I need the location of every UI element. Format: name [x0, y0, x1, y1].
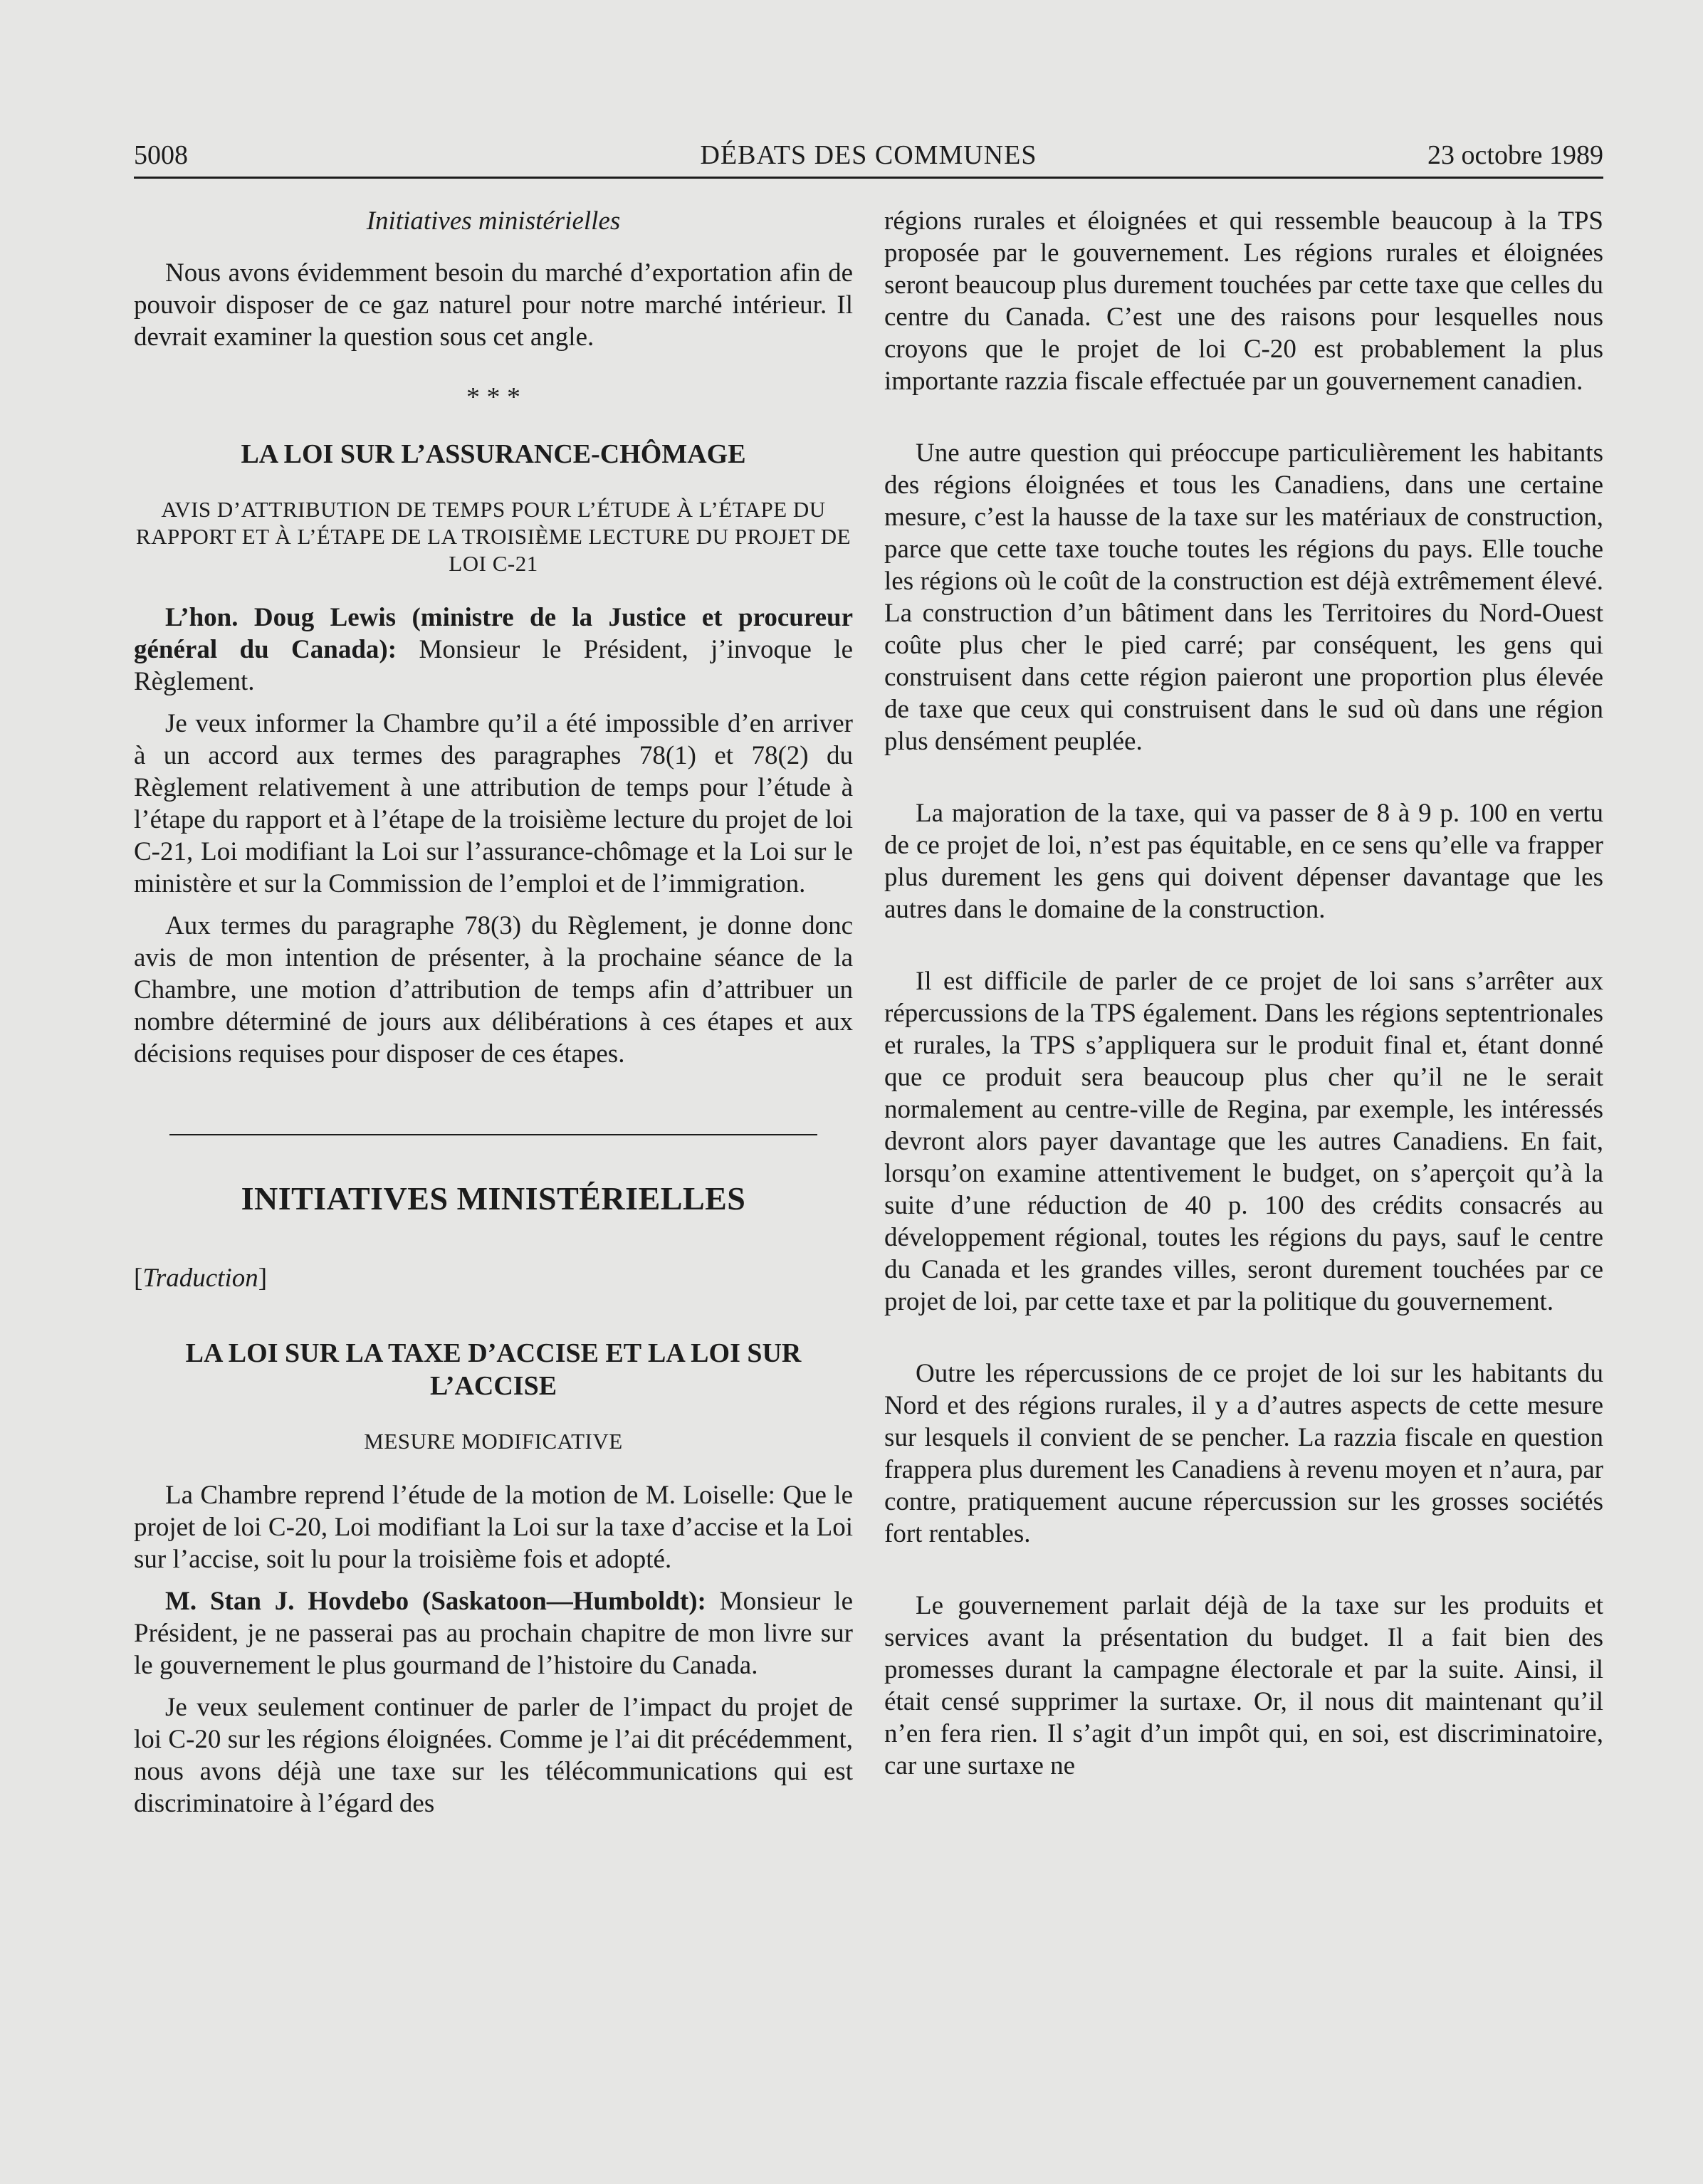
speaker-name: M. Stan J. Hovdebo (Saskatoon—Humboldt): [165, 1587, 706, 1616]
heading-assurance-chomage: LA LOI SUR L’ASSURANCE-CHÔMAGE [241, 439, 746, 469]
right-column [884, 205, 1603, 2127]
paragraph: Je veux informer la Chambre qu’il a été impossible d’en arriver à un accord aux termes des paragraphes 78(1) et 78(2) du Règlement relativement à une attribution de temps pour l’étude à l’étape du rapport et à l’étape de la troisième lecture du projet de loi C-21, Loi modifiant la Loi sur l’assurance-chômage et la Loi sur le ministère et sur la Commission de l’emploi et de l’immigration. [134, 709, 853, 898]
paragraph: Le gouvernement parlait déjà de la taxe sur les produits et services avant la présentation du budget. Il a fait bien des promesses durant la campagne électorale et par la suite. Ainsi, il était censé supprimer la surtaxe. Or, il nous dit maintenant qu’il n’en fera rien. Il s’agit d’un impôt qui, en soi, est discriminatoire, car une surtaxe ne [884, 1591, 1603, 1780]
paragraph: La Chambre reprend l’étude de la motion de M. Loiselle: Que le projet de loi C-20, Loi modifiant la Loi sur la taxe d’accise et la Loi sur l’accise, soit lu pour la troisième fois et adopté. [134, 1481, 853, 1574]
speech-text: Monsieur le Président, je ne passerai pas au prochain chapitre de mon livre sur le gouvernement le plus gourmand de l’histoire du Canada. [134, 1587, 853, 1680]
left-column [134, 205, 853, 2127]
section-divider [169, 1134, 817, 1135]
paragraph: Une autre question qui préoccupe particulièrement les habitants des régions éloignées et tous les Canadiens, dans une certaine mesure, c’est la hausse de la taxe sur les matériaux de construction, parce que cette taxe touche toutes les régions du pays. Elle touche les régions où le coût de la construction est déjà extrêmement élevé. La construction d’un bâtiment dans les Territoires du Nord-Ouest coûte plus cher le pied carré; par conséquent, les gens qui construisent dans cette région paieront une proportion plus élevée de taxe que ceux qui construisent dans le sud où dans une région plus densément peuplée. [884, 439, 1603, 756]
paragraph-speaker [134, 1585, 853, 1681]
page-header [134, 137, 1603, 174]
paragraph-speaker [134, 602, 853, 698]
speaker-name: L’hon. Doug Lewis (ministre de la Justice et procureur général du Canada): [134, 603, 853, 664]
traduction-note: [Traduction] [134, 1264, 268, 1293]
publication-date: 23 octobre 1989 [1427, 140, 1603, 170]
traduction-label: Traduction [142, 1264, 258, 1293]
paragraph: régions rurales et éloignées et qui ressemble beaucoup à la TPS proposée par le gouvernement. Les régions rurales et éloignées seront beaucoup plus durement touchées par cette taxe que celles du centre du Canada. C’est une des raisons pour lesquelles nous croyons que le projet de loi C-20 est probablement la plus importante razzia fiscale effectuée par un gouvernement canadien. [884, 206, 1603, 396]
header-rule [134, 177, 1603, 179]
paragraph: Nous avons évidemment besoin du marché d’exportation afin de pouvoir disposer de ce gaz naturel pour notre marché intérieur. Il devrait examiner la question sous cet angle. [134, 258, 853, 352]
paragraph: La majoration de la taxe, qui va passer de 8 à 9 p. 100 en vertu de ce projet de loi, n’est pas équitable, en ce sens qu’elle va frapper plus durement les gens qui doivent dépenser davantage que les autres dans le domaine de la construction. [884, 799, 1603, 924]
paragraph: Outre les répercussions de ce projet de loi sur les habitants du Nord et des régions rurales, il y a d’autres aspects de cette mesure sur lesquels il convient de se pencher. La razzia fiscale en question frappera plus durement les Canadiens à revenu moyen et n’aura, par contre, pratiquement aucune répercussion sur les grosses sociétés fort rentables. [884, 1359, 1603, 1548]
paragraph: Aux termes du paragraphe 78(3) du Règlement, je donne donc avis de mon intention de présenter, à la prochaine séance de la Chambre, une motion d’attribution de temps afin d’attribuer un nombre déterminé de jours aux délibérations à ces étapes et aux décisions requises pour disposer de ces étapes. [134, 911, 853, 1069]
section-separator: * * * [466, 382, 520, 412]
speech-text: Monsieur le Président, j’invoque le Règlement. [134, 635, 853, 696]
paragraph: Je veux seulement continuer de parler de l’impact du projet de loi C-20 sur les régions éloignées. Comme je l’ai dit précédemment, nous avons déjà une taxe sur les télécommunications qui est discriminatoire à l’égard des [134, 1693, 853, 1818]
section-title: INITIATIVES MINISTÉRIELLES [241, 1180, 746, 1217]
page-number: 5008 [134, 140, 188, 170]
subheading-avis: AVIS D’ATTRIBUTION DE TEMPS POUR L’ÉTUDE À L’ÉTAPE DU RAPPORT ET À L’ÉTAPE DE LA TROISIÈME LECTURE DU PROJET DE LOI C-21 [135, 497, 852, 576]
running-head: Initiatives ministérielles [366, 206, 621, 236]
paragraph: Il est difficile de parler de ce projet de loi sans s’arrêter aux répercussions de la TPS également. Dans les régions septentrionales et rurales, la TPS s’appliquera sur le produit final et, étant donné que ce produit sera beaucoup plus cher qu’il ne le serait normalement au centre-ville de Regina, par exemple, les intéressés devront alors payer davantage que les autres Canadiens. En fait, lorsqu’on examine attentivement le budget, on s’aperçoit qu’à la suite d’une réduction de 40 p. 100 des crédits consacrés au développement régional, toutes les régions du pays, sauf le centre du Canada et les grandes villes, seront durement touchées par ce projet de loi, par cette taxe et par la politique du gouvernement. [884, 967, 1603, 1316]
publication-title: DÉBATS DES COMMUNES [700, 140, 1037, 170]
heading-taxe-accise: LA LOI SUR LA TAXE D’ACCISE ET LA LOI SUR L’ACCISE [185, 1338, 802, 1401]
subheading-mesure: MESURE MODIFICATIVE [364, 1429, 623, 1454]
